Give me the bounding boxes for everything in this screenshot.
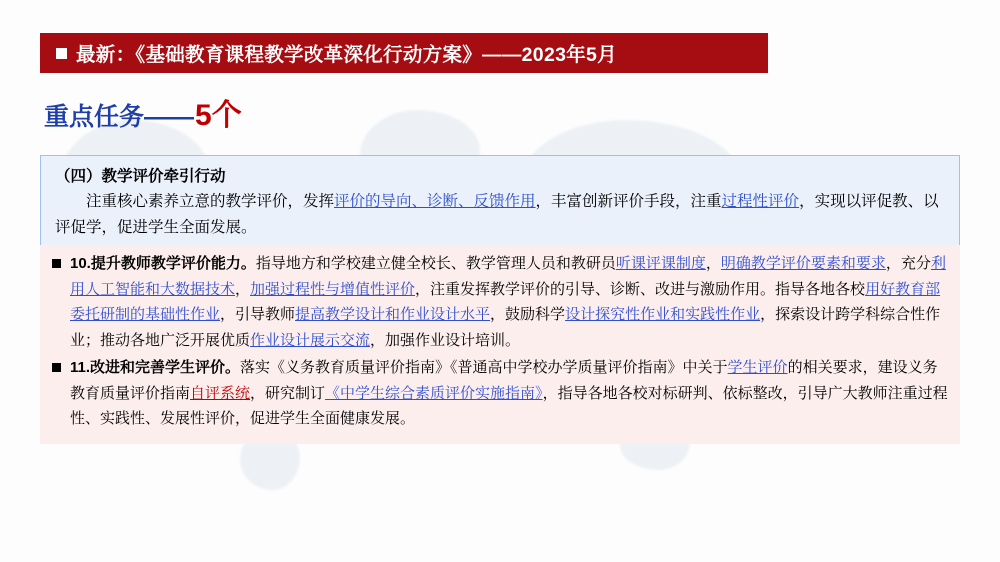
black-square-bullet-icon (52, 259, 61, 268)
text-run-emphasis-red: 自评系统 (190, 384, 251, 402)
text-run-bold: 11.改进和完善学生评价。 (70, 359, 241, 376)
text-run-emphasis: 利用人工智能和大数据技术 (70, 255, 946, 298)
list-item-text (70, 251, 950, 353)
text-run-bold: 10.提升教师教学评价能力。 (70, 255, 256, 272)
text-run: ，实现以评促教、以评促学，促进学生全面发展。 (55, 193, 939, 236)
header-title: 最新：《基础教育课程教学改革深化行动方案》——2023年5月 (76, 44, 617, 66)
text-run: 注重核心素养立意的教学评价，发挥 (86, 193, 335, 210)
text-run: ，加强作业设计培训。 (370, 331, 521, 349)
section-title (44, 90, 242, 134)
text-run-emphasis: 加强过程性与增值性评价 (250, 280, 416, 298)
text-run: ，丰富创新评价手段，注重 (535, 193, 722, 210)
text-run: ，注重发挥教学评价的引导、诊断、改进与激励作用。指导各地各校 (415, 280, 866, 298)
text-run: ， (705, 255, 721, 272)
black-square-icon (56, 48, 67, 59)
highlight-box-pink (40, 245, 960, 444)
list-item (50, 355, 950, 432)
highlight-box-blue (40, 155, 960, 254)
text-run: ，指导各地各校对标研判、依标整改，引导广大教师注重过程性、实践性、发展性评价，促进学生全面健康发展。 (70, 384, 948, 427)
text-run-emphasis: 学生评价 (727, 359, 788, 376)
list-item (50, 251, 950, 353)
text-run-emphasis: 过程性评价 (721, 193, 800, 210)
text-run: 落实《义务教育质量评价指南》《普通高中学校办学质量评价指南》中关于 (240, 359, 728, 376)
blue-box-heading: （四）教学评价牵引行动 (55, 168, 226, 185)
section-title-label: 重点任务—— (44, 103, 195, 131)
text-run-emphasis: 用好教育部委托研制的基础性作业 (70, 280, 941, 323)
header-banner (40, 33, 768, 73)
text-run-emphasis: 设计探究性作业和实践性作业 (565, 306, 761, 323)
section-title-count: 5个 (195, 99, 242, 132)
text-run: 指导地方和学校建立健全校长、教学管理人员和教研员 (255, 255, 616, 272)
black-square-bullet-icon (52, 363, 61, 372)
text-run: 的相关要求，建设义务教育质量评价指南 (70, 359, 938, 402)
text-run-emphasis: 听课评课制度 (615, 255, 706, 272)
text-run: ，鼓励科学 (490, 306, 566, 323)
text-run: ， (235, 280, 251, 298)
text-run: ，充分 (885, 255, 931, 272)
blue-box-body (55, 189, 945, 241)
text-run-emphasis: 作业设计展示交流 (250, 331, 371, 349)
text-run-emphasis: 《中学生综合素质评价实施指南》 (325, 384, 543, 402)
text-run: ，引导教师 (220, 306, 296, 323)
text-run-emphasis: 明确教学评价要素和要求 (720, 255, 886, 272)
list-item-text (70, 355, 950, 432)
text-run-emphasis: 评价的导向、诊断、反馈作用 (334, 193, 536, 210)
text-run: ，研究制订 (250, 384, 326, 402)
text-run-emphasis: 提高教学设计和作业设计水平 (295, 306, 491, 323)
text-run: ，探索设计跨学科综合性作业；推动各地广泛开展优质 (70, 306, 941, 349)
